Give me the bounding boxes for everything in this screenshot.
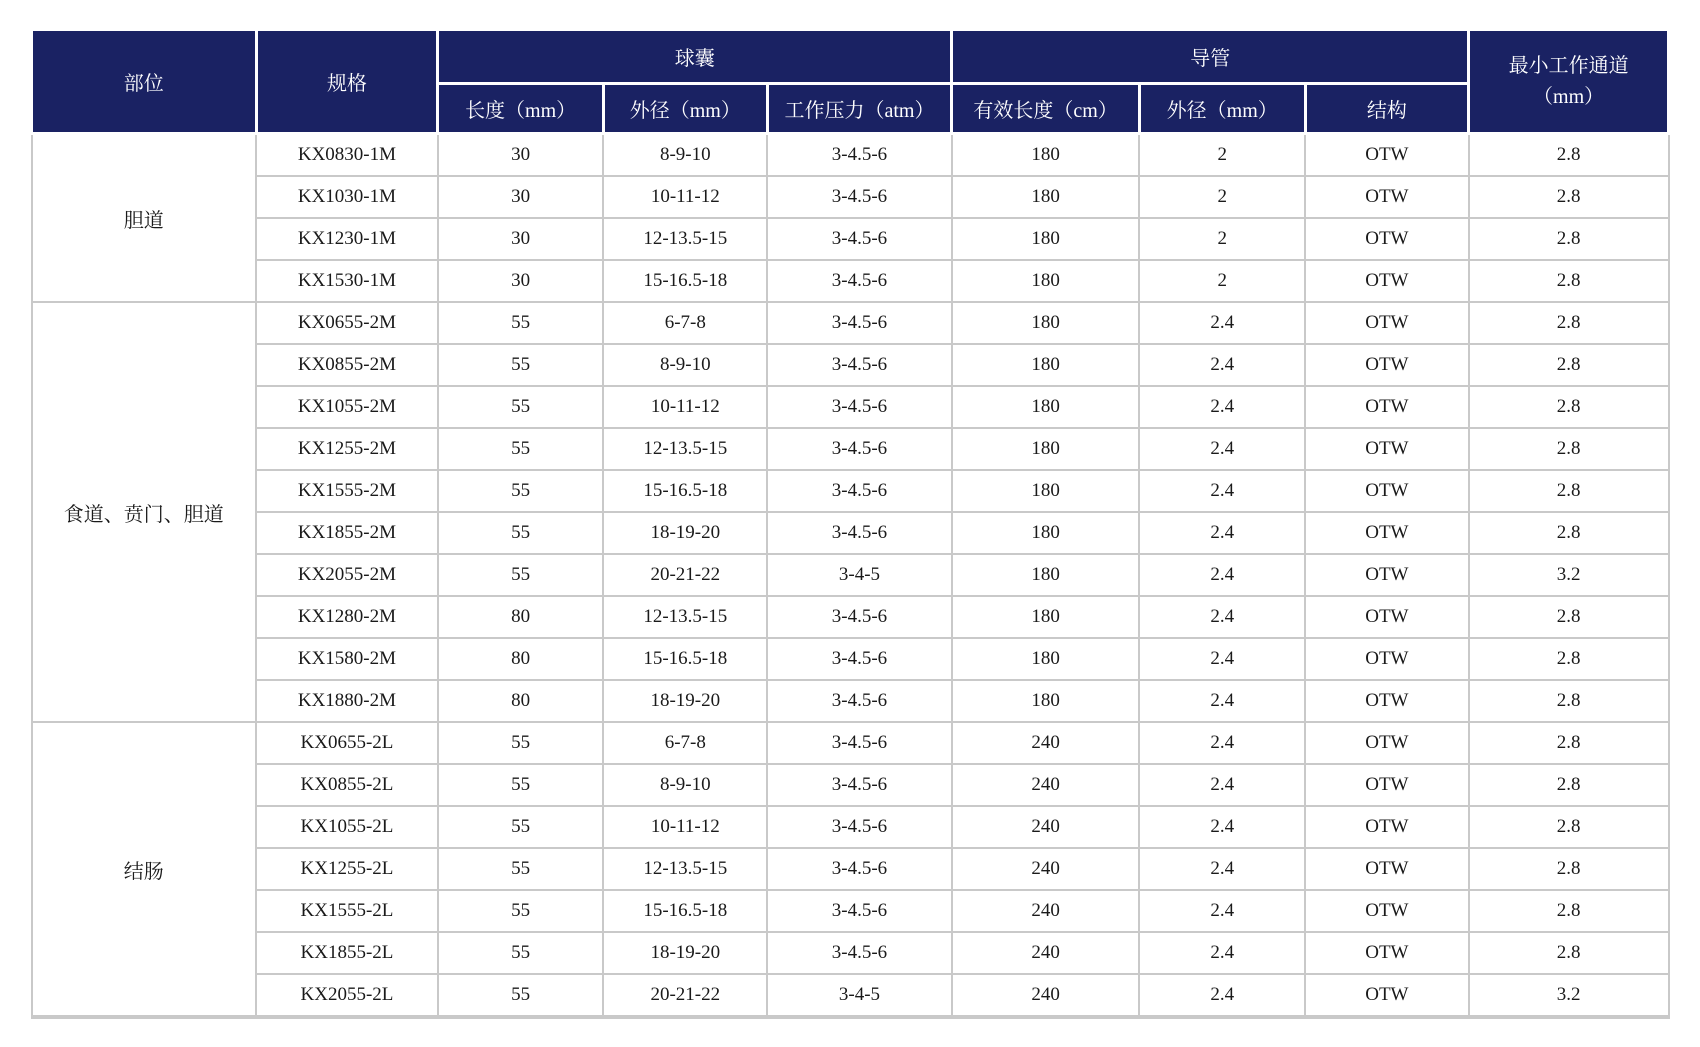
structure-cell: OTW: [1305, 806, 1469, 848]
table-row: [32, 260, 1669, 302]
structure-cell: OTW: [1305, 512, 1469, 554]
balloon-od-cell: 15-16.5-18: [603, 470, 767, 512]
spec-cell: KX1055-2M: [256, 386, 438, 428]
balloon-od-cell: 15-16.5-18: [603, 890, 767, 932]
catheter-od-cell: 2.4: [1139, 848, 1305, 890]
table-row: [32, 638, 1669, 680]
header-effective-length: 有效长度（cm）: [952, 84, 1140, 134]
structure-cell: OTW: [1305, 218, 1469, 260]
table-row: [32, 302, 1669, 344]
balloon-length-cell: 55: [438, 764, 604, 806]
structure-cell: OTW: [1305, 890, 1469, 932]
table-row: [32, 974, 1669, 1017]
catheter-od-cell: 2.4: [1139, 596, 1305, 638]
working-pressure-cell: 3-4.5-6: [767, 134, 952, 177]
catheter-od-cell: 2.4: [1139, 512, 1305, 554]
balloon-od-cell: 15-16.5-18: [603, 638, 767, 680]
catheter-od-cell: 2.4: [1139, 638, 1305, 680]
table-row: [32, 848, 1669, 890]
table-header: [32, 30, 1669, 134]
structure-cell: OTW: [1305, 932, 1469, 974]
working-pressure-cell: 3-4-5: [767, 974, 952, 1017]
effective-length-cell: 180: [952, 554, 1140, 596]
header-balloon-od: 外径（mm）: [603, 84, 767, 134]
spec-cell: KX1030-1M: [256, 176, 438, 218]
catheter-od-cell: 2.4: [1139, 974, 1305, 1017]
balloon-length-cell: 30: [438, 218, 604, 260]
effective-length-cell: 240: [952, 932, 1140, 974]
balloon-od-cell: 6-7-8: [603, 722, 767, 764]
spec-cell: KX1055-2L: [256, 806, 438, 848]
table-row: [32, 596, 1669, 638]
effective-length-cell: 180: [952, 176, 1140, 218]
table-body: [32, 134, 1669, 1018]
balloon-od-cell: 8-9-10: [603, 344, 767, 386]
catheter-od-cell: 2.4: [1139, 680, 1305, 722]
min-channel-cell: 2.8: [1469, 302, 1669, 344]
spec-cell: KX1580-2M: [256, 638, 438, 680]
balloon-length-cell: 55: [438, 554, 604, 596]
working-pressure-cell: 3-4-5: [767, 554, 952, 596]
min-channel-cell: 2.8: [1469, 764, 1669, 806]
part-cell: 结肠: [32, 722, 257, 1017]
balloon-length-cell: 55: [438, 344, 604, 386]
balloon-od-cell: 6-7-8: [603, 302, 767, 344]
header-catheter-group: 导管: [952, 30, 1469, 84]
part-cell: 胆道: [32, 134, 257, 303]
balloon-od-cell: 20-21-22: [603, 554, 767, 596]
spec-cell: KX0855-2L: [256, 764, 438, 806]
spec-cell: KX1230-1M: [256, 218, 438, 260]
balloon-od-cell: 10-11-12: [603, 176, 767, 218]
min-channel-cell: 2.8: [1469, 344, 1669, 386]
header-min-channel-line1: 最小工作通道: [1508, 54, 1629, 77]
min-channel-cell: 3.2: [1469, 554, 1669, 596]
balloon-od-cell: 8-9-10: [603, 764, 767, 806]
spec-cell: KX1280-2M: [256, 596, 438, 638]
working-pressure-cell: 3-4.5-6: [767, 806, 952, 848]
min-channel-cell: 2.8: [1469, 218, 1669, 260]
balloon-od-cell: 12-13.5-15: [603, 428, 767, 470]
header-min-channel-line2: （mm）: [1533, 85, 1605, 108]
table-row: [32, 470, 1669, 512]
header-structure: 结构: [1305, 84, 1469, 134]
spec-cell: KX1855-2L: [256, 932, 438, 974]
spec-cell: KX1530-1M: [256, 260, 438, 302]
catheter-od-cell: 2: [1139, 218, 1305, 260]
working-pressure-cell: 3-4.5-6: [767, 932, 952, 974]
balloon-od-cell: 12-13.5-15: [603, 848, 767, 890]
effective-length-cell: 180: [952, 302, 1140, 344]
balloon-length-cell: 30: [438, 134, 604, 177]
min-channel-cell: 2.8: [1469, 512, 1669, 554]
working-pressure-cell: 3-4.5-6: [767, 512, 952, 554]
effective-length-cell: 180: [952, 512, 1140, 554]
working-pressure-cell: 3-4.5-6: [767, 302, 952, 344]
spec-cell: KX1255-2M: [256, 428, 438, 470]
balloon-length-cell: 30: [438, 176, 604, 218]
structure-cell: OTW: [1305, 722, 1469, 764]
working-pressure-cell: 3-4.5-6: [767, 260, 952, 302]
catheter-od-cell: 2.4: [1139, 428, 1305, 470]
table-row: [32, 554, 1669, 596]
table-row: [32, 890, 1669, 932]
min-channel-cell: 2.8: [1469, 596, 1669, 638]
structure-cell: OTW: [1305, 974, 1469, 1017]
table-row: [32, 932, 1669, 974]
balloon-length-cell: 55: [438, 848, 604, 890]
effective-length-cell: 240: [952, 974, 1140, 1017]
part-cell: 食道、贲门、胆道: [32, 302, 257, 722]
working-pressure-cell: 3-4.5-6: [767, 890, 952, 932]
working-pressure-cell: 3-4.5-6: [767, 722, 952, 764]
effective-length-cell: 240: [952, 806, 1140, 848]
min-channel-cell: 2.8: [1469, 134, 1669, 177]
structure-cell: OTW: [1305, 848, 1469, 890]
effective-length-cell: 180: [952, 470, 1140, 512]
balloon-od-cell: 12-13.5-15: [603, 218, 767, 260]
effective-length-cell: 240: [952, 848, 1140, 890]
working-pressure-cell: 3-4.5-6: [767, 680, 952, 722]
table-row: [32, 134, 1669, 177]
spec-cell: KX2055-2L: [256, 974, 438, 1017]
balloon-length-cell: 55: [438, 890, 604, 932]
spec-cell: KX1255-2L: [256, 848, 438, 890]
working-pressure-cell: 3-4.5-6: [767, 176, 952, 218]
min-channel-cell: 2.8: [1469, 428, 1669, 470]
balloon-length-cell: 55: [438, 428, 604, 470]
min-channel-cell: 2.8: [1469, 470, 1669, 512]
effective-length-cell: 180: [952, 344, 1140, 386]
working-pressure-cell: 3-4.5-6: [767, 848, 952, 890]
header-spec: 规格: [256, 30, 438, 134]
min-channel-cell: 2.8: [1469, 638, 1669, 680]
structure-cell: OTW: [1305, 134, 1469, 177]
catheter-od-cell: 2.4: [1139, 806, 1305, 848]
header-catheter-od: 外径（mm）: [1139, 84, 1305, 134]
min-channel-cell: 2.8: [1469, 890, 1669, 932]
working-pressure-cell: 3-4.5-6: [767, 428, 952, 470]
spec-cell: KX1880-2M: [256, 680, 438, 722]
structure-cell: OTW: [1305, 344, 1469, 386]
structure-cell: OTW: [1305, 764, 1469, 806]
balloon-length-cell: 55: [438, 512, 604, 554]
min-channel-cell: 2.8: [1469, 806, 1669, 848]
structure-cell: OTW: [1305, 554, 1469, 596]
balloon-length-cell: 55: [438, 932, 604, 974]
effective-length-cell: 240: [952, 722, 1140, 764]
working-pressure-cell: 3-4.5-6: [767, 596, 952, 638]
effective-length-cell: 180: [952, 638, 1140, 680]
header-working-pressure: 工作压力（atm）: [767, 84, 952, 134]
balloon-length-cell: 55: [438, 722, 604, 764]
catheter-od-cell: 2.4: [1139, 932, 1305, 974]
table-row: [32, 806, 1669, 848]
table-row: [32, 428, 1669, 470]
effective-length-cell: 180: [952, 218, 1140, 260]
balloon-length-cell: 55: [438, 386, 604, 428]
structure-cell: OTW: [1305, 638, 1469, 680]
balloon-od-cell: 18-19-20: [603, 512, 767, 554]
effective-length-cell: 240: [952, 890, 1140, 932]
spec-cell: KX0830-1M: [256, 134, 438, 177]
effective-length-cell: 180: [952, 680, 1140, 722]
working-pressure-cell: 3-4.5-6: [767, 218, 952, 260]
min-channel-cell: 2.8: [1469, 932, 1669, 974]
min-channel-cell: 3.2: [1469, 974, 1669, 1017]
catheter-od-cell: 2.4: [1139, 386, 1305, 428]
spec-cell: KX1555-2L: [256, 890, 438, 932]
catheter-od-cell: 2.4: [1139, 302, 1305, 344]
working-pressure-cell: 3-4.5-6: [767, 344, 952, 386]
table-row: [32, 680, 1669, 722]
structure-cell: OTW: [1305, 428, 1469, 470]
table-row: [32, 764, 1669, 806]
spec-cell: KX0655-2M: [256, 302, 438, 344]
structure-cell: OTW: [1305, 470, 1469, 512]
catheter-od-cell: 2: [1139, 134, 1305, 177]
balloon-od-cell: 10-11-12: [603, 806, 767, 848]
header-min-channel: [1469, 30, 1669, 134]
working-pressure-cell: 3-4.5-6: [767, 470, 952, 512]
header-part: 部位: [32, 30, 257, 134]
effective-length-cell: 180: [952, 134, 1140, 177]
header-balloon-length: 长度（mm）: [438, 84, 604, 134]
balloon-length-cell: 55: [438, 974, 604, 1017]
balloon-length-cell: 55: [438, 470, 604, 512]
catheter-od-cell: 2.4: [1139, 722, 1305, 764]
spec-cell: KX0655-2L: [256, 722, 438, 764]
min-channel-cell: 2.8: [1469, 386, 1669, 428]
structure-cell: OTW: [1305, 596, 1469, 638]
min-channel-cell: 2.8: [1469, 680, 1669, 722]
balloon-od-cell: 18-19-20: [603, 680, 767, 722]
balloon-od-cell: 8-9-10: [603, 134, 767, 177]
balloon-od-cell: 10-11-12: [603, 386, 767, 428]
min-channel-cell: 2.8: [1469, 260, 1669, 302]
min-channel-cell: 2.8: [1469, 176, 1669, 218]
structure-cell: OTW: [1305, 680, 1469, 722]
effective-length-cell: 180: [952, 260, 1140, 302]
table-row: [32, 176, 1669, 218]
structure-cell: OTW: [1305, 260, 1469, 302]
table-row: [32, 512, 1669, 554]
spec-cell: KX0855-2M: [256, 344, 438, 386]
spec-cell: KX2055-2M: [256, 554, 438, 596]
working-pressure-cell: 3-4.5-6: [767, 764, 952, 806]
catheter-od-cell: 2.4: [1139, 764, 1305, 806]
min-channel-cell: 2.8: [1469, 848, 1669, 890]
working-pressure-cell: 3-4.5-6: [767, 386, 952, 428]
balloon-length-cell: 80: [438, 596, 604, 638]
table-row: [32, 386, 1669, 428]
header-balloon-group: 球囊: [438, 30, 952, 84]
balloon-length-cell: 80: [438, 638, 604, 680]
spec-cell: KX1555-2M: [256, 470, 438, 512]
balloon-length-cell: 30: [438, 260, 604, 302]
catheter-od-cell: 2.4: [1139, 890, 1305, 932]
effective-length-cell: 180: [952, 596, 1140, 638]
effective-length-cell: 240: [952, 764, 1140, 806]
table-row: [32, 218, 1669, 260]
balloon-length-cell: 55: [438, 806, 604, 848]
balloon-od-cell: 12-13.5-15: [603, 596, 767, 638]
balloon-od-cell: 18-19-20: [603, 932, 767, 974]
structure-cell: OTW: [1305, 302, 1469, 344]
balloon-od-cell: 15-16.5-18: [603, 260, 767, 302]
spec-cell: KX1855-2M: [256, 512, 438, 554]
working-pressure-cell: 3-4.5-6: [767, 638, 952, 680]
catheter-od-cell: 2.4: [1139, 344, 1305, 386]
table-row: [32, 344, 1669, 386]
balloon-od-cell: 20-21-22: [603, 974, 767, 1017]
catheter-od-cell: 2.4: [1139, 554, 1305, 596]
catheter-od-cell: 2: [1139, 176, 1305, 218]
effective-length-cell: 180: [952, 386, 1140, 428]
balloon-length-cell: 80: [438, 680, 604, 722]
table-row: [32, 722, 1669, 764]
structure-cell: OTW: [1305, 176, 1469, 218]
catheter-od-cell: 2: [1139, 260, 1305, 302]
catheter-od-cell: 2.4: [1139, 470, 1305, 512]
structure-cell: OTW: [1305, 386, 1469, 428]
min-channel-cell: 2.8: [1469, 722, 1669, 764]
effective-length-cell: 180: [952, 428, 1140, 470]
balloon-length-cell: 55: [438, 302, 604, 344]
spec-table: [30, 28, 1670, 1019]
